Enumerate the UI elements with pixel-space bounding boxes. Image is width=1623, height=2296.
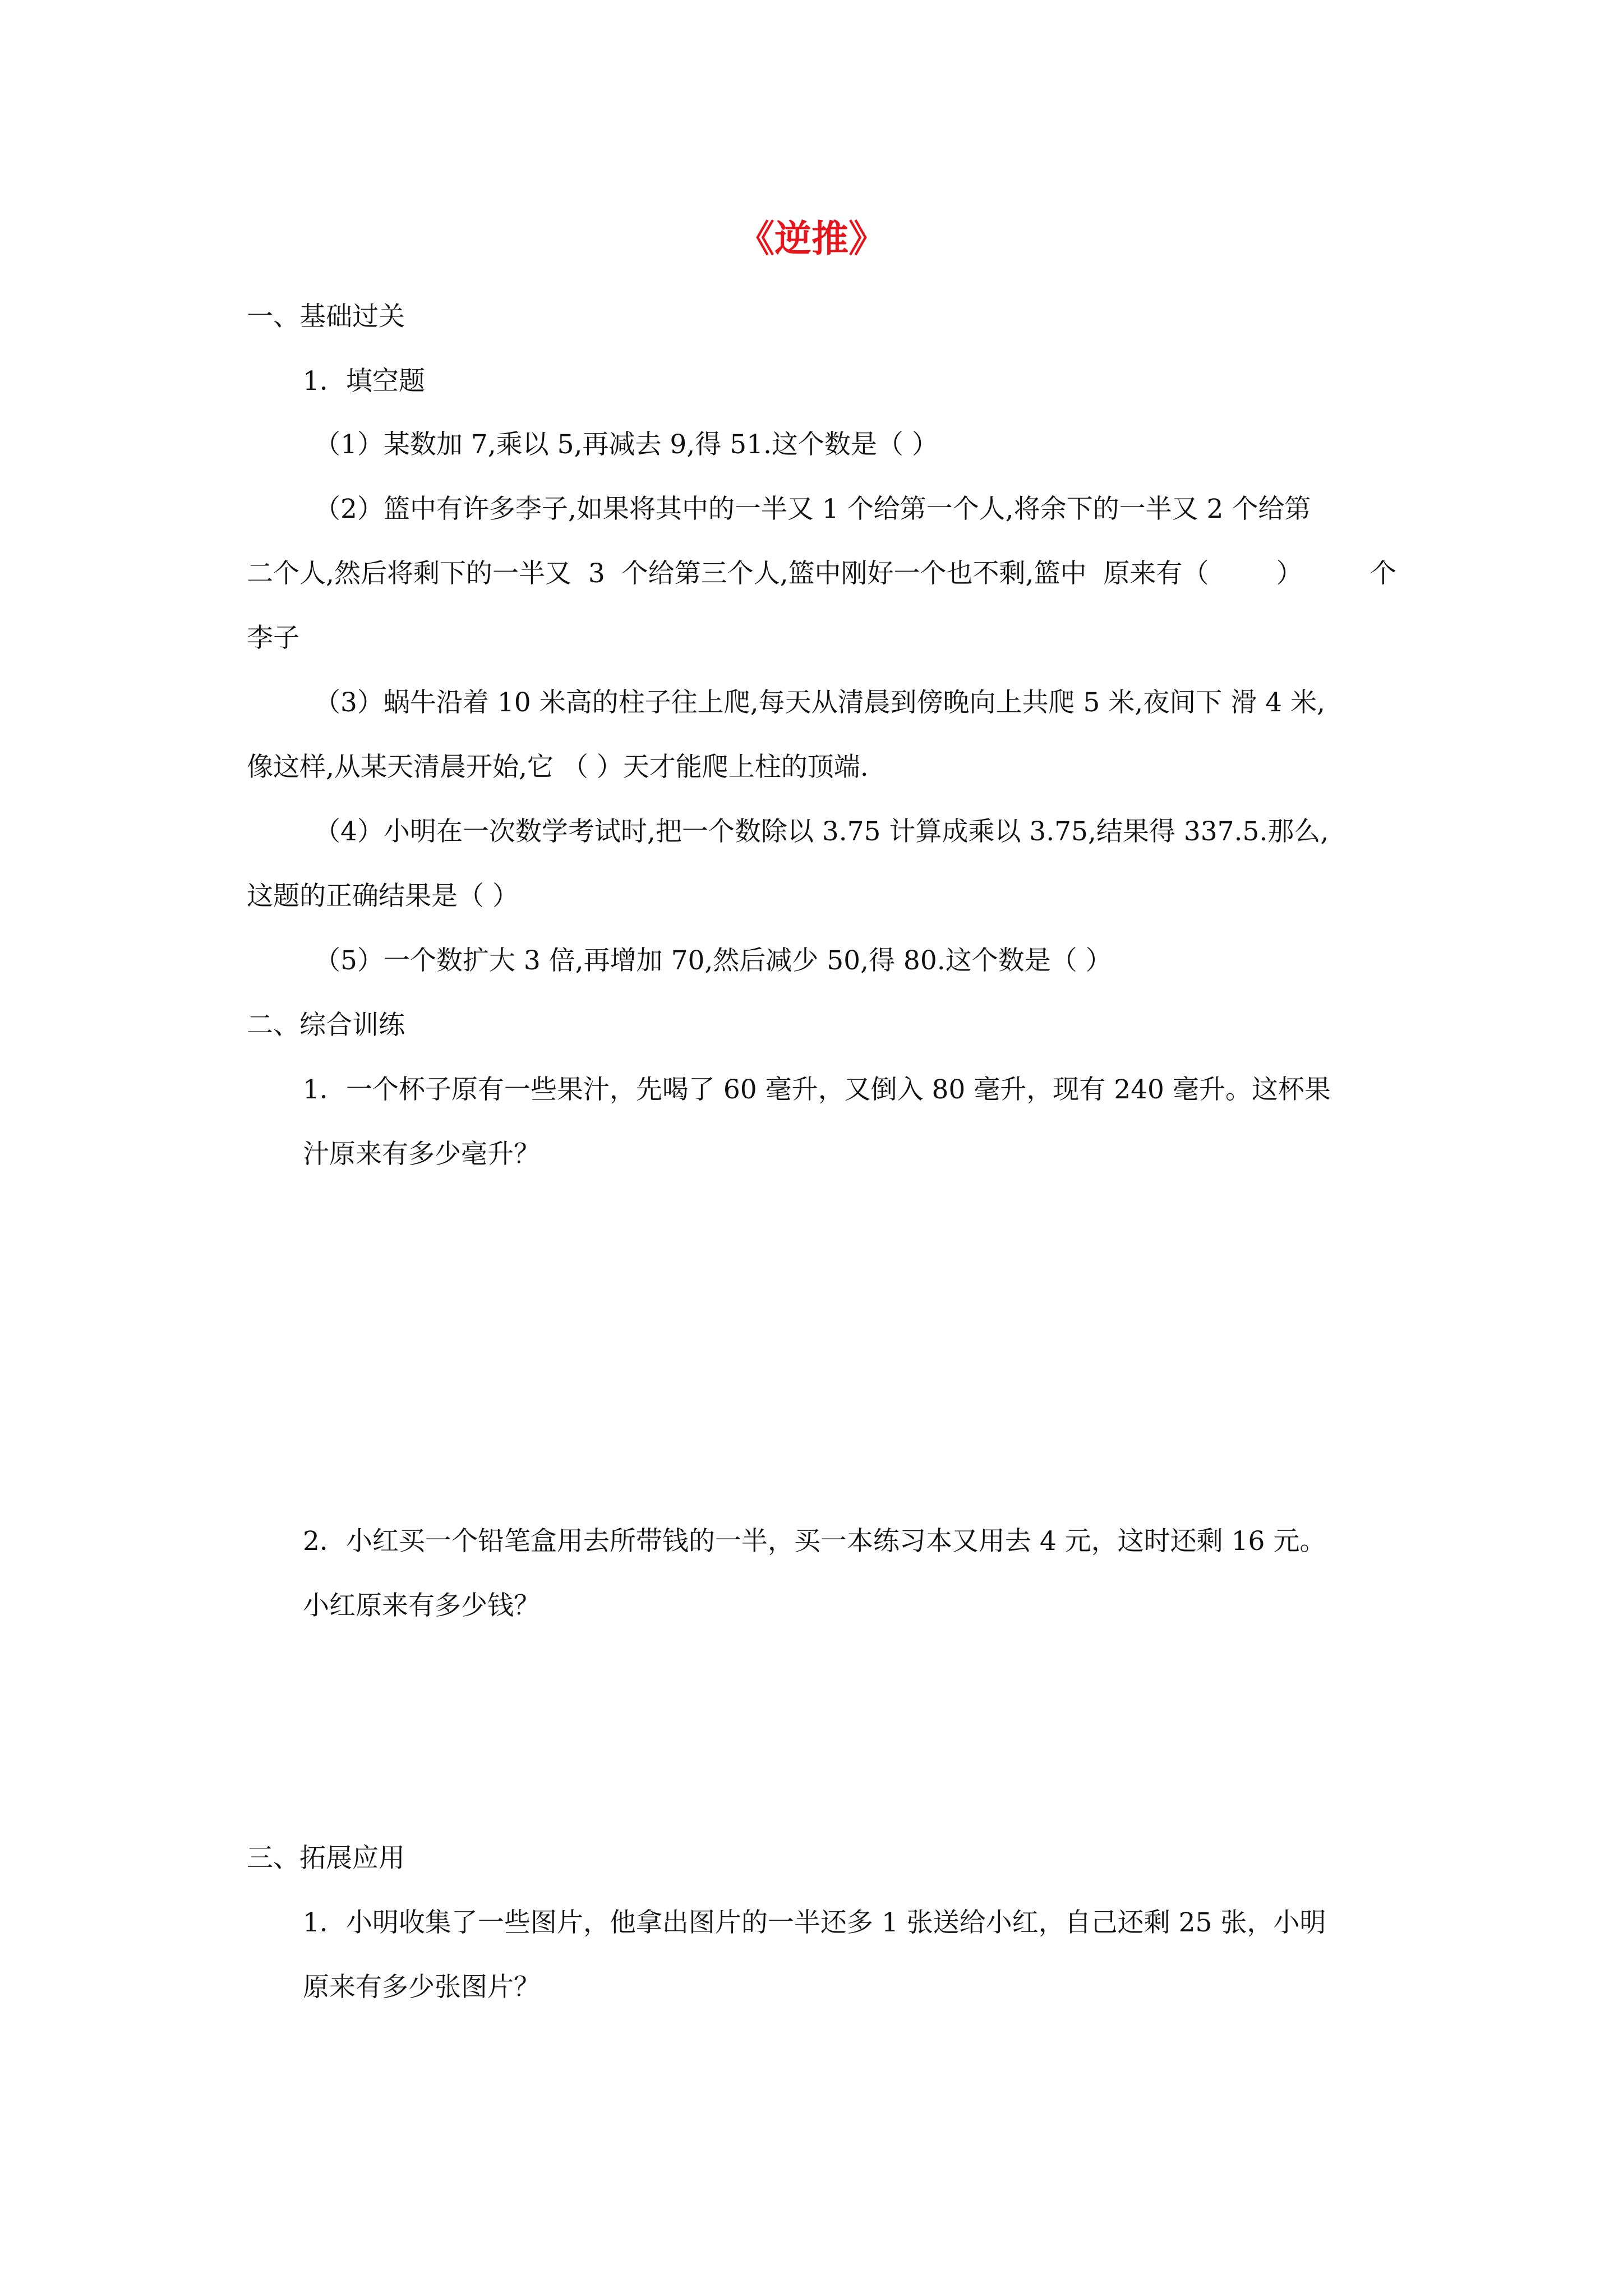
fill-item-3-line-1: （3）蜗牛沿着 10 米高的柱子往上爬,每天从清晨到傍晚向上共爬 5 米,夜间下 滑 4 米, [314,687,1325,718]
extension-question-1-line-2: 原来有多少张图片？ [303,1972,540,2003]
training-question-1-line-1: 1．一个杯子原有一些果汁，先喝了 60 毫升，又倒入 80 毫升，现有 240 毫升。这杯果 [303,1074,1331,1105]
fill-item-2-line-2-text: 二个人,然后将剩下的一半又 3 个给第三个人,篮中刚好一个也不剩,篮中 原来有（ [247,558,1209,589]
training-question-2-line-1: 2．小红买一个铅笔盒用去所带钱的一半，买一本练习本又用去 4 元，这时还剩 16 元。 [303,1526,1326,1557]
question-label-fill-blank: 1．填空题 [303,366,425,397]
page-title: 《逆推》 [737,217,886,260]
section-heading-extension: 三、拓展应用 [247,1843,405,1874]
fill-item-2-line-2-bracket: ） [1276,558,1303,589]
section-heading-training: 二、综合训练 [247,1010,405,1041]
training-question-2-line-2: 小红原来有多少钱？ [303,1590,540,1621]
fill-item-3-line-2: 像这样,从某天清晨开始,它 （ ）天才能爬上柱的顶端. [247,752,869,783]
fill-item-4-line-2: 这题的正确结果是（ ） [247,881,519,912]
fill-item-2-line-1: （2）篮中有许多李子,如果将其中的一半又 1 个给第一个人,将余下的一半又 2 个给第 [314,494,1311,524]
section-heading-basic: 一、基础过关 [247,301,405,332]
fill-item-2-line-2 [247,557,1396,591]
fill-item-2-line-2-unit: 个 [1370,558,1396,589]
extension-question-1-line-1: 1．小明收集了一些图片，他拿出图片的一半还多 1 张送给小红，自己还剩 25 张，小明 [303,1907,1326,1938]
fill-item-5: （5）一个数扩大 3 倍,再增加 70,然后减少 50,得 80.这个数是（ ） [314,945,1112,976]
fill-item-4-line-1: （4）小明在一次数学考试时,把一个数除以 3.75 计算成乘以 3.75,结果得 337.5.那么, [314,816,1329,847]
fill-item-2-line-3: 李子 [247,623,299,654]
training-question-1-line-2: 汁原来有多少毫升？ [303,1139,540,1170]
fill-item-1: （1）某数加 7,乘以 5,再减去 9,得 51.这个数是（ ） [314,429,938,460]
